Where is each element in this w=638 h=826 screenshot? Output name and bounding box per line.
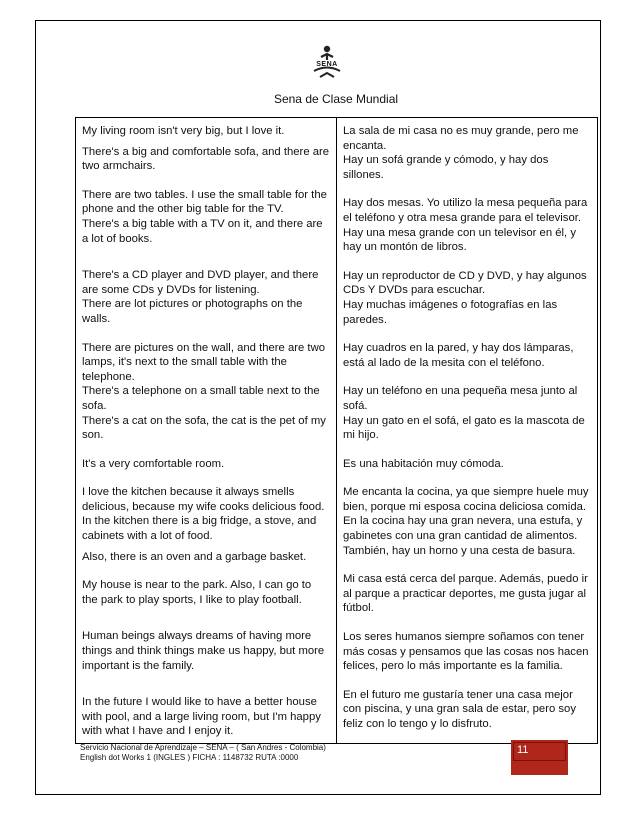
para-en-14: In the future I would like to have a better house with pool, and a large living room, but I'm happy with what I have and I enjoy it. [82, 696, 321, 738]
para-es-3: Hay una mesa grande con un televisor en él, y hay un montón de libros. [343, 226, 576, 254]
page-number: 11 [517, 744, 529, 756]
para-en-11: Also, there is an oven and a garbage basket. [82, 550, 307, 563]
spanish-column [337, 118, 598, 744]
para-es-13: Los seres humanos siempre soñamos con tener más cosas y pensamos que las cosas nos hacen felices, pero lo más importante es la familia. [343, 631, 589, 673]
table-row [76, 118, 598, 744]
para-en-8: There's a cat on the sofa, the cat is the pet of my son. [82, 414, 326, 442]
para-es-1: Hay un sofá grande y cómodo, y hay dos sillones. [343, 154, 549, 181]
para-en-7: There's a telephone on a small table next to the sofa. [82, 385, 320, 412]
para-es-9: Es una habitación muy cómoda. [343, 457, 504, 470]
para-en-10: I love the kitchen because it always smells delicious, because my wife cooks delicious food. In the kitchen there is a big fridge, a stove, and cabinets with a lot of food. [82, 486, 325, 543]
logo-text: SENA [316, 61, 338, 68]
page-number-badge [511, 740, 568, 775]
footer-line-2: English dot Works 1 (INGLES ) FICHA : 1148732 RUTA :0000 [80, 753, 299, 762]
footer-text [80, 743, 326, 763]
para-es-5: Hay muchas imágenes o fotografías en las paredes. [343, 298, 558, 326]
bilingual-table [75, 117, 598, 744]
para-en-4: There's a CD player and DVD player, and there are some CDs y DVDs for listening. [82, 269, 319, 296]
english-column [76, 118, 337, 744]
footer-line-1: Servicio Nacional de Aprendizaje – SENA – ( San Andres - Colombia) [80, 743, 326, 752]
para-es-4: Hay un reproductor de CD y DVD, y hay algunos CDs Y DVDs para escuchar. [343, 269, 587, 297]
para-es-12: Mi casa está cerca del parque. Además, puedo ir al parque a practicar deportes, me gusta jugar al fútbol. [343, 573, 588, 615]
para-en-0: My living room isn't very big, but I love it. [82, 125, 285, 137]
para-es-0: La sala de mi casa no es muy grande, pero me encanta. [343, 125, 579, 152]
para-en-13: Human beings always dreams of having more things and think things make us happy, but more important is the family. [82, 630, 325, 672]
para-en-2: There are two tables. I use the small table for the phone and the other big table for the TV. [82, 188, 327, 216]
para-en-3: There's a big table with a TV on it, and there are a lot of books. [82, 217, 323, 245]
para-es-10: Me encanta la cocina, ya que siempre huele muy bien, porque mi esposa cocina deliciosa comida. En la cocina hay una gran nevera, una estufa, y gabinetes con una gran cantidad de alimentos. [343, 486, 589, 543]
para-es-11: También, hay un horno y una cesta de basura. [343, 544, 576, 557]
para-es-2: Hay dos mesas. Yo utilizo la mesa pequeña para el teléfono y otra mesa grande para el televisor. [343, 197, 588, 224]
sena-logo [304, 44, 350, 86]
para-en-12: My house is near to the park. Also, I can go to the park to play sports, I like to play football. [82, 579, 312, 606]
para-en-6: There are pictures on the wall, and there are two lamps, it's next to the small table with the telephone. [82, 341, 326, 383]
para-es-14: En el futuro me gustaría tener una casa mejor con piscina, y una gran sala de estar, pero soy feliz con lo tengo y lo disfruto. [343, 688, 576, 730]
para-en-9: It's a very comfortable room. [82, 457, 225, 470]
para-es-8: Hay un gato en el sofá, el gato es la mascota de mi hijo. [343, 414, 585, 442]
page-title: Sena de Clase Mundial [273, 92, 399, 106]
para-en-5: There are lot pictures or photographs on the walls. [82, 298, 303, 325]
para-en-1: There's a big and comfortable sofa, and there are two armchairs. [82, 145, 330, 173]
para-es-7: Hay un teléfono en una pequeña mesa junto al sofá. [343, 385, 578, 412]
para-es-6: Hay cuadros en la pared, y hay dos lámparas, está al lado de la mesita con el teléfono. [343, 342, 574, 369]
